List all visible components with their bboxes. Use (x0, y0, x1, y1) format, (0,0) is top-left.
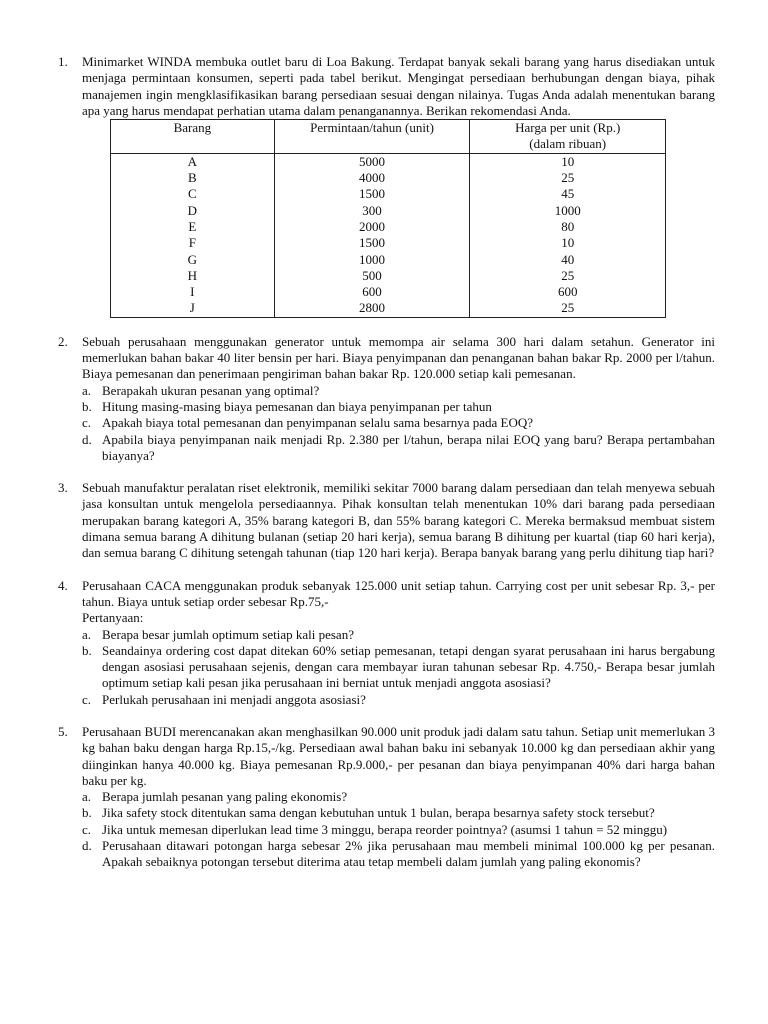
cell-harga: 25 (470, 268, 666, 284)
sub-question-letter: c. (82, 821, 92, 837)
sub-question (82, 805, 715, 821)
question-number: 1. (58, 54, 68, 69)
cell-permintaan: 1000 (274, 252, 470, 268)
sub-question (82, 399, 715, 415)
question-number: 4. (58, 577, 68, 593)
cell-harga: 80 (470, 219, 666, 235)
question-text: Perusahaan BUDI merencanakan akan menghasilkan 90.000 unit produk jadi dalam satu tahun. Setiap unit memerlukan 3 kg bahan baku dengan harga Rp.15,-/kg. Persediaan awal bahan baku ini sebanyak 10.000 kg dan persediaan akhir yang diinginkan hanya 40.000 kg. Biaya pemesanan Rp.9.000,- per pesanan dan biaya penyimpanan 40% dari harga bahan baku per kg. (82, 723, 715, 788)
table-row (111, 186, 666, 202)
question-number: 3. (58, 480, 68, 496)
header-harga-sub: (dalam ribuan) (529, 136, 607, 152)
inventory-table (110, 119, 666, 318)
table-row (111, 268, 666, 284)
cell-barang: G (111, 252, 275, 268)
sub-question-letter: b. (82, 398, 92, 414)
cell-harga: 10 (470, 153, 666, 170)
sub-question-text: Jika safety stock ditentukan sama dengan kebutuhan untuk 1 bulan, berapa besarnya safety stock tersebut? (102, 805, 655, 821)
sub-question-letter: b. (82, 642, 92, 658)
cell-permintaan: 2000 (274, 219, 470, 235)
sub-question (82, 383, 715, 399)
question-4 (58, 577, 715, 708)
question-number: 2. (58, 333, 68, 349)
sub-question-letter: a. (82, 382, 92, 398)
question-2 (58, 333, 715, 464)
question-3 (58, 480, 715, 561)
cell-barang: B (111, 170, 275, 186)
cell-barang: F (111, 235, 275, 251)
sub-question (82, 643, 715, 692)
cell-barang: J (111, 300, 275, 317)
cell-permintaan: 2800 (274, 300, 470, 317)
sub-question-list (82, 789, 715, 870)
sub-question-text: Apabila biaya penyimpanan naik menjadi Rp. 2.380 per l/tahun, berapa nilai EOQ yang baru? Berapa pertambahan biayanya? (102, 431, 715, 463)
table-row (111, 153, 666, 170)
cell-harga: 600 (470, 284, 666, 300)
table-row (111, 284, 666, 300)
cell-permintaan: 1500 (274, 186, 470, 202)
cell-harga: 1000 (470, 203, 666, 219)
table-header-row (111, 120, 666, 154)
sub-question-letter: d. (82, 838, 92, 854)
cell-permintaan: 600 (274, 284, 470, 300)
cell-barang: E (111, 219, 275, 235)
sub-question-text: Berapa besar jumlah optimum setiap kali pesan? (102, 626, 354, 642)
sub-question-text: Apakah biaya total pemesanan dan penyimpanan selalu sama besarnya pada EOQ? (102, 415, 533, 431)
sub-question (82, 692, 715, 708)
sub-question (82, 789, 715, 805)
sub-question-text: Berapa jumlah pesanan yang paling ekonomis? (102, 789, 348, 805)
document-page (0, 54, 768, 887)
header-permintaan: Permintaan/tahun (unit) (274, 120, 470, 154)
question-text: Sebuah perusahaan menggunakan generator untuk memompa air selama 300 hari dalam setahun. Generator ini memerlukan bahan bakar 40 liter bensin per hari. Biaya penyimpanan dan penanganan bahan bakar Rp. 2000 per l/tahun. Biaya pemesanan dan penerimaan pengiriman bahan bakar Rp. 120.000 setiap kali pemesanan. (82, 333, 715, 382)
sub-question (82, 838, 715, 871)
question-text: Minimarket WINDA membuka outlet baru di Loa Bakung. Terdapat banyak sekali barang yang harus disediakan untuk menjaga permintaan konsumen, seperti pada tabel berikut. Mengingat persediaan berhubungan dengan biaya, pihak manajemen ingin mengklasifikasikan barang persediaan sesuai dengan nilainya. Tugas Anda adalah menentukan barang apa yang harus mendapat perhatian utama dalam penanganannya. Berikan rekomendasi Anda. (82, 54, 715, 118)
cell-permintaan: 500 (274, 268, 470, 284)
sub-question-list (82, 383, 715, 464)
cell-permintaan: 1500 (274, 235, 470, 251)
cell-harga: 25 (470, 170, 666, 186)
sub-question-letter: d. (82, 431, 92, 447)
sub-question-letter: a. (82, 789, 92, 805)
cell-barang: I (111, 284, 275, 300)
sub-question-text: Berapakah ukuran pesanan yang optimal? (102, 382, 320, 398)
table-row (111, 219, 666, 235)
sub-question-text: Perusahaan ditawari potongan harga sebesar 2% jika perusahaan mau membeli minimal 100.000 kg per pesanan. Apakah sebaiknya potongan tersebut diterima atau tetap membeli dalam jumlah yang paling ekonomis? (102, 838, 715, 870)
cell-harga: 10 (470, 235, 666, 251)
sub-question-list (82, 627, 715, 708)
sub-question-text: Perlukah perusahaan ini menjadi anggota asosiasi? (102, 691, 366, 707)
cell-harga: 25 (470, 300, 666, 317)
header-harga (470, 120, 666, 154)
cell-harga: 40 (470, 252, 666, 268)
table-row (111, 300, 666, 317)
sub-question-letter: a. (82, 626, 92, 642)
question-number: 5. (58, 723, 68, 739)
sub-question-letter: c. (82, 415, 92, 431)
sub-question (82, 627, 715, 643)
table-row (111, 203, 666, 219)
sub-question (82, 822, 715, 838)
sub-question-letter: c. (82, 691, 92, 707)
cell-barang: D (111, 203, 275, 219)
sub-question-letter: b. (82, 805, 92, 821)
question-text: Perusahaan CACA menggunakan produk sebanyak 125.000 unit setiap tahun. Carrying cost per unit sebesar Rp. 3,- per tahun. Biaya untuk setiap order sebesar Rp.75,- (82, 577, 715, 609)
sub-question-text: Hitung masing-masing biaya pemesanan dan biaya penyimpanan per tahun (102, 398, 492, 414)
sub-question-text: Seandainya ordering cost dapat ditekan 60% setiap pemesanan, tetapi dengan syarat perusahaan ini harus bergabung dengan asosiasi perusahaan sejenis, dengan cara membayar iuran tahunan sebesar Rp. 4.750,- Berapa besar jumlah optimum setiap kali pesan jika perusahaan ini berniat untuk menjadi anggota asosiasi? (102, 642, 715, 691)
sub-question-text: Jika untuk memesan diperlukan lead time 3 minggu, berapa reorder pointnya? (asumsi 1 tahun = 52 minggu) (102, 821, 668, 837)
cell-permintaan: 300 (274, 203, 470, 219)
sub-question (82, 432, 715, 465)
question-text: Sebuah manufaktur peralatan riset elektronik, memiliki sekitar 7000 barang dalam persediaan dan telah menyewa sebuah jasa konsultan untuk mengelola persediaannya. Pihak konsultan telah menentukan 10% dari barang pada persediaan merupakan barang kategori A, 35% barang kategori B, dan 55% barang kategori C. Mereka bermaksud membuat sistem dimana semua barang A dihitung bulanan (setiap 20 hari kerja), semua barang B dihitung per kuartal (tiap 60 hari kerja), dan semua barang C dihitung setengah tahunan (tiap 120 hari kerja). Berapa banyak barang yang perlu dihitung tiap hari? (82, 480, 715, 561)
table-row (111, 235, 666, 251)
cell-harga: 45 (470, 186, 666, 202)
cell-barang: C (111, 186, 275, 202)
cell-permintaan: 4000 (274, 170, 470, 186)
question-5 (58, 723, 715, 871)
header-harga-label: Harga per unit (Rp.) (515, 120, 621, 136)
table-row (111, 252, 666, 268)
pertanyaan-label: Pertanyaan: (82, 610, 144, 626)
table-row (111, 170, 666, 186)
sub-question (82, 415, 715, 431)
header-barang: Barang (111, 120, 275, 154)
question-1 (58, 54, 715, 318)
cell-barang: H (111, 268, 275, 284)
cell-permintaan: 5000 (274, 153, 470, 170)
cell-barang: A (111, 153, 275, 170)
